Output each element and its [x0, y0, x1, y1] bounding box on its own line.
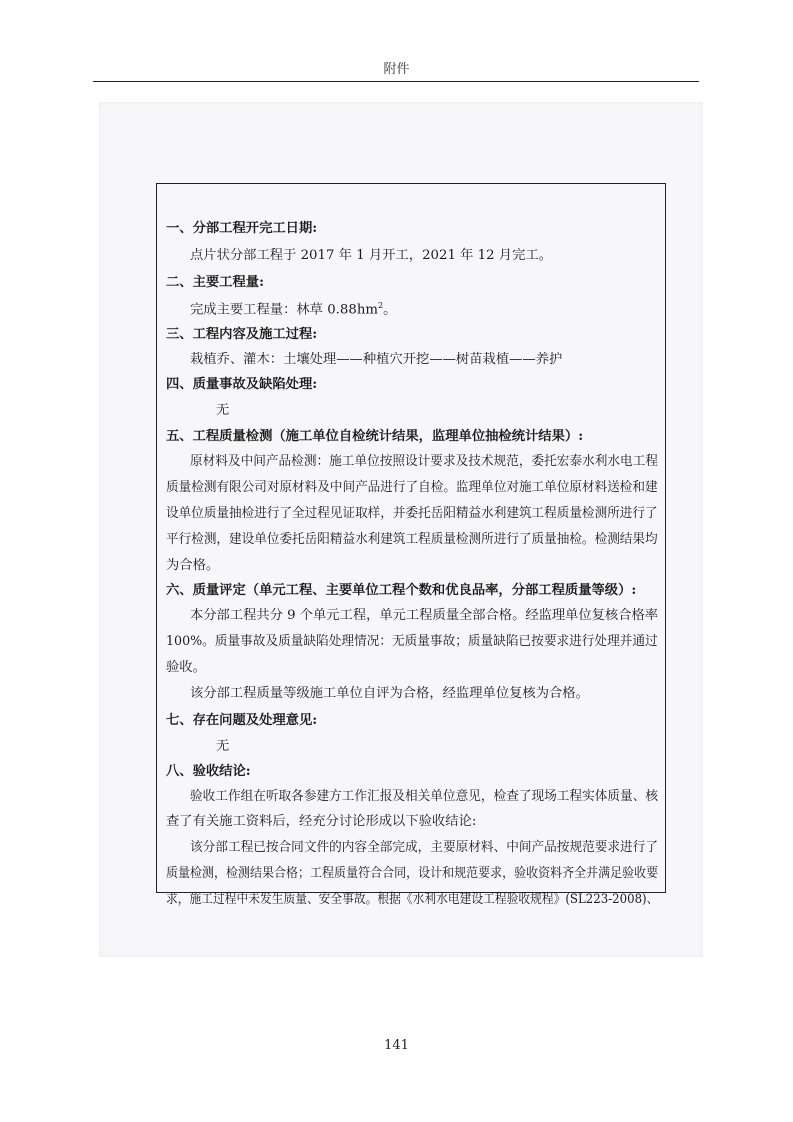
- section-2-heading: 二、主要工程量:: [166, 275, 264, 290]
- section-3-heading: 三、工程内容及施工过程:: [166, 327, 318, 342]
- section-8-line-5: 求，施工过程中未发生质量、安全事故。根据《水利水电建设工程验收规程》(SL223-2008)、: [166, 892, 659, 907]
- section-8-line-3: 该分部工程已按合同文件的内容全部完成，主要原材料、中间产品按规范要求进行了: [190, 840, 658, 855]
- section-8-line-2: 查了有关施工资料后，经充分讨论形成以下验收结论:: [166, 814, 477, 829]
- section-5-line-1: 原材料及中间产品检测：施工单位按照设计要求及技术规范，委托宏泰水利水电工程: [190, 454, 658, 469]
- section-3-text: 栽植乔、灌木：土壤处理——种植穴开挖——树苗栽植——养护: [190, 352, 563, 367]
- section-5-line-5: 为合格。: [166, 558, 220, 573]
- section-4-text: 无: [216, 403, 230, 418]
- section-8-heading: 八、验收结论:: [166, 764, 251, 779]
- section-4-heading: 四、质量事故及缺陷处理:: [166, 377, 318, 392]
- section-8-line-4: 质量检测，检测结果合格；工程质量符合合同，设计和规范要求，验收资料齐全并满足验收要: [166, 866, 659, 881]
- section-2-text: [190, 302, 396, 317]
- section-5-heading: 五、工程质量检测（施工单位自检统计结果，监理单位抽检统计结果）:: [166, 429, 584, 444]
- section-1-heading: 一、分部工程开完工日期:: [166, 221, 318, 236]
- section-6-line-2: 100%。质量事故及质量缺陷处理情况：无质量事故；质量缺陷已按要求进行处理并通过: [166, 634, 658, 649]
- section-1-text: 点片状分部工程于 2017 年 1 月开工，2021 年 12 月完工。: [190, 248, 552, 263]
- section-8-line-1: 验收工作组在听取各参建方工作汇报及相关单位意见，检查了现场工程实体质量、核: [190, 789, 658, 804]
- header-divider: [93, 81, 699, 82]
- section-5-line-4: 平行检测，建设单位委托岳阳精益水利建筑工程质量检测所进行了质量抽检。检测结果均: [166, 532, 658, 547]
- section-6-line-4: 该分部工程质量等级施工单位自评为合格，经监理单位复核为合格。: [190, 686, 589, 701]
- area-unit: hm: [356, 302, 378, 318]
- page-number: 141: [384, 1038, 409, 1053]
- area-unit-superscript: 2: [378, 301, 384, 310]
- section-2-text-suffix: 。: [383, 302, 397, 318]
- section-7-text: 无: [216, 739, 230, 754]
- section-7-heading: 七、存在问题及处理意见:: [166, 713, 318, 728]
- section-6-heading: 六、质量评定（单元工程、主要单位工程个数和优良品率，分部工程质量等级）:: [166, 583, 637, 598]
- section-6-line-3: 验收。: [166, 660, 206, 675]
- section-6-line-1: 本分部工程共分 9 个单元工程，单元工程质量全部合格。经监理单位复核合格率: [190, 608, 659, 623]
- page-header: 附件: [383, 62, 410, 77]
- section-5-line-3: 设单位质量抽检进行了全过程见证取样，并委托岳阳精益水利建筑工程质量检测所进行了: [166, 506, 658, 521]
- section-2-text-prefix: 完成主要工程量：林草 0.88: [190, 302, 357, 318]
- section-5-line-2: 质量检测有限公司对原材料及中间产品进行了自检。监理单位对施工单位原材料送检和建: [166, 480, 658, 495]
